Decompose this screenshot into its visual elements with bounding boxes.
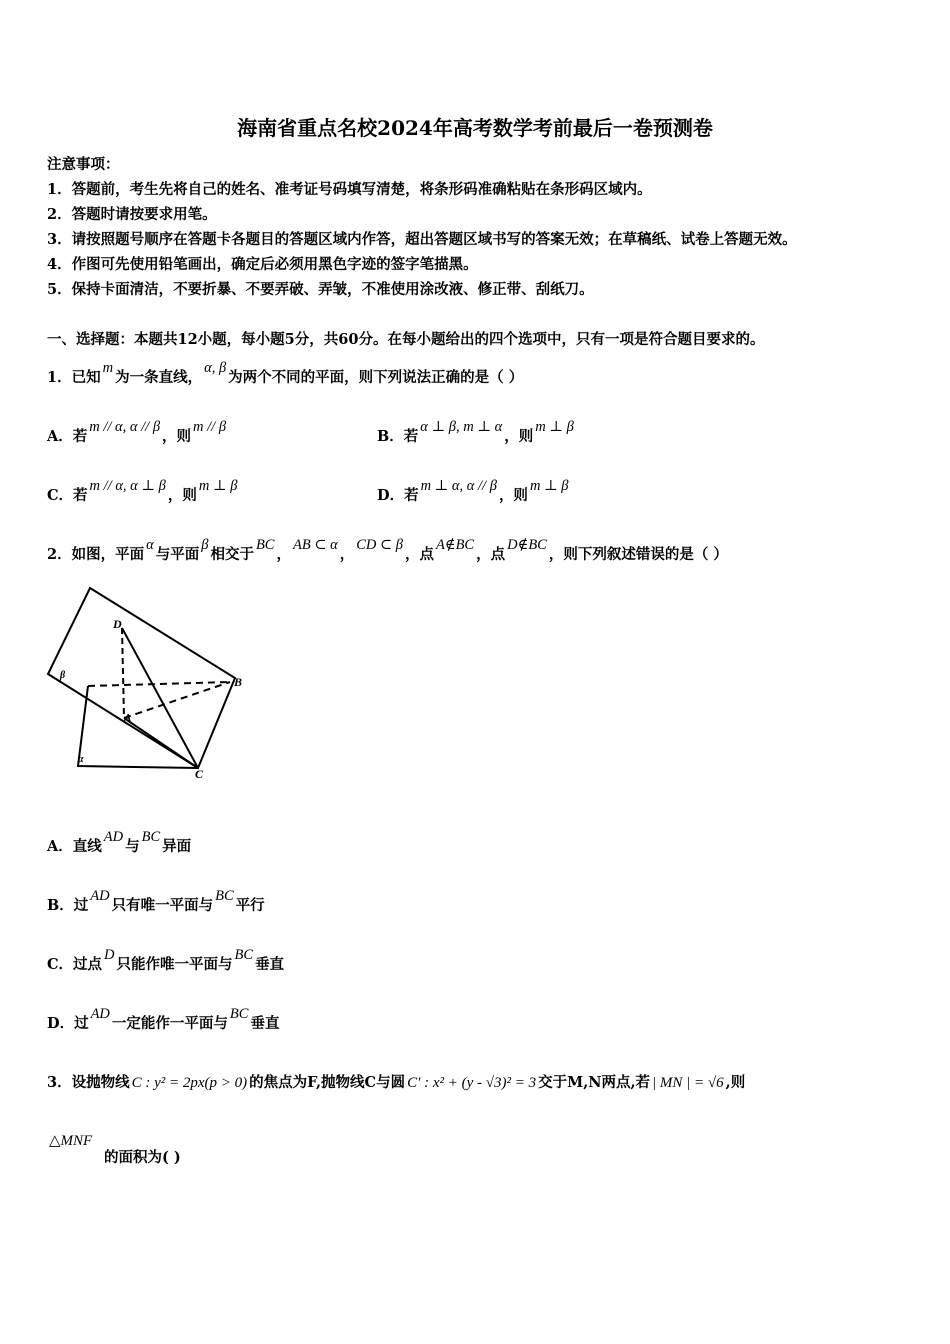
math: m ⊥ β — [198, 478, 238, 494]
math: C : y² = 2px(p > 0) — [131, 1075, 248, 1091]
question-2-option-a: A．直线AD与BC异面 — [47, 829, 192, 855]
math: BC — [215, 888, 234, 904]
question-1-option-b: B．若α ⊥ β, m ⊥ α，则m ⊥ β — [377, 419, 574, 445]
math: AD — [90, 1006, 110, 1022]
math: A∉BC — [435, 537, 475, 553]
math: α — [146, 537, 154, 553]
question-2-option-d: D．过AD一定能作一平面与BC垂直 — [47, 1006, 280, 1032]
math: C′ : x² + (y - √3)² = 3 — [407, 1075, 537, 1091]
question-1-option-d: D．若m ⊥ α, α // β，则m ⊥ β — [377, 478, 569, 504]
math: m ⊥ α, α // β — [420, 478, 497, 494]
label-a: A — [124, 712, 132, 724]
segment-da — [122, 628, 124, 718]
math: α ⊥ β, m ⊥ α — [420, 419, 503, 435]
math: m // β — [193, 419, 227, 435]
math: m — [102, 360, 114, 376]
note-item: 1．答题前，考生先将自己的姓名、准考证号码填写清楚，将条形码准确粘贴在条形码区域内。 — [47, 181, 652, 198]
alpha-hidden-edge — [88, 682, 230, 686]
math: m // α, α ⊥ β — [89, 478, 166, 494]
math: BC — [141, 829, 161, 845]
math: m ⊥ β — [535, 419, 574, 435]
math: | MN | = √6 — [652, 1075, 724, 1091]
note-item: 3．请按照题号顺序在答题卡各题目的答题区域内作答，超出答题区域书写的答案无效；在草稿纸、试卷上答题无效。 — [47, 231, 797, 248]
label-c: C — [195, 767, 204, 781]
question-3-stem: 3．设抛物线 C : y² = 2px(p > 0) 的焦点为F,抛物线C与圆 C′ : x² + (y - √3)² = 3 交于M,N两点,若 | MN | = √6 ,则 — [47, 1074, 746, 1091]
question-2-stem: 2．如图，平面α与平面β相交于BC，AB ⊂ α，CD ⊂ β，点A∉BC，点D∉BC，则下列叙述错误的是（ ） — [47, 537, 728, 563]
math: D∉BC — [507, 537, 547, 553]
note-item: 4．作图可先使用铅笔画出，确定后必须用黑色字迹的签字笔描黑。 — [47, 256, 478, 273]
math: β — [201, 537, 209, 553]
question-1-option-a: A．若m // α, α // β，则m // β — [47, 419, 227, 445]
question-1-stem: 1．已知m为一条直线，α, β为两个不同的平面，则下列说法正确的是（ ） — [47, 360, 524, 386]
question-2-option-b: B．过AD只有唯一平面与BC平行 — [47, 888, 265, 914]
label-b: B — [234, 675, 243, 689]
math: D — [104, 947, 115, 963]
math: BC — [229, 1006, 249, 1022]
note-item: 2．答题时请按要求用笔。 — [47, 206, 217, 223]
page-title: 海南省重点名校2024年高考数学考前最后一卷预测卷 — [237, 116, 713, 140]
label-beta: β — [60, 670, 66, 681]
notes-heading: 注意事项： — [47, 156, 120, 173]
math: AD — [90, 888, 110, 904]
segment-ab — [124, 682, 230, 718]
math: m ⊥ β — [529, 478, 569, 494]
math: BC — [234, 947, 254, 963]
math: △MNF — [49, 1133, 93, 1149]
question-2-option-c: C．过点D只能作唯一平面与BC垂直 — [47, 947, 285, 973]
geometry-figure — [40, 578, 260, 788]
math: α, β — [204, 360, 227, 376]
math: AD — [103, 829, 124, 845]
math: BC — [255, 537, 275, 553]
question-3-stem-end: 的面积为( ) — [104, 1149, 181, 1166]
math: CD ⊂ β — [356, 537, 403, 553]
label-d: D — [113, 617, 122, 631]
plane-beta — [48, 588, 235, 768]
section-heading: 一、选择题：本题共12小题，每小题5分，共60分。在每小题给出的四个选项中，只有一项是符合题目要求的。 — [47, 331, 765, 348]
math: m // α, α // β — [89, 419, 161, 435]
segment-ac — [124, 718, 198, 768]
label-alpha: α — [78, 754, 84, 765]
question-1-option-c: C．若m // α, α ⊥ β，则m ⊥ β — [47, 478, 238, 504]
math: AB ⊂ α — [292, 537, 338, 553]
note-item: 5．保持卡面清洁，不要折暴、不要弄破、弄皱，不准使用涂改液、修正带、刮纸刀。 — [47, 281, 594, 298]
